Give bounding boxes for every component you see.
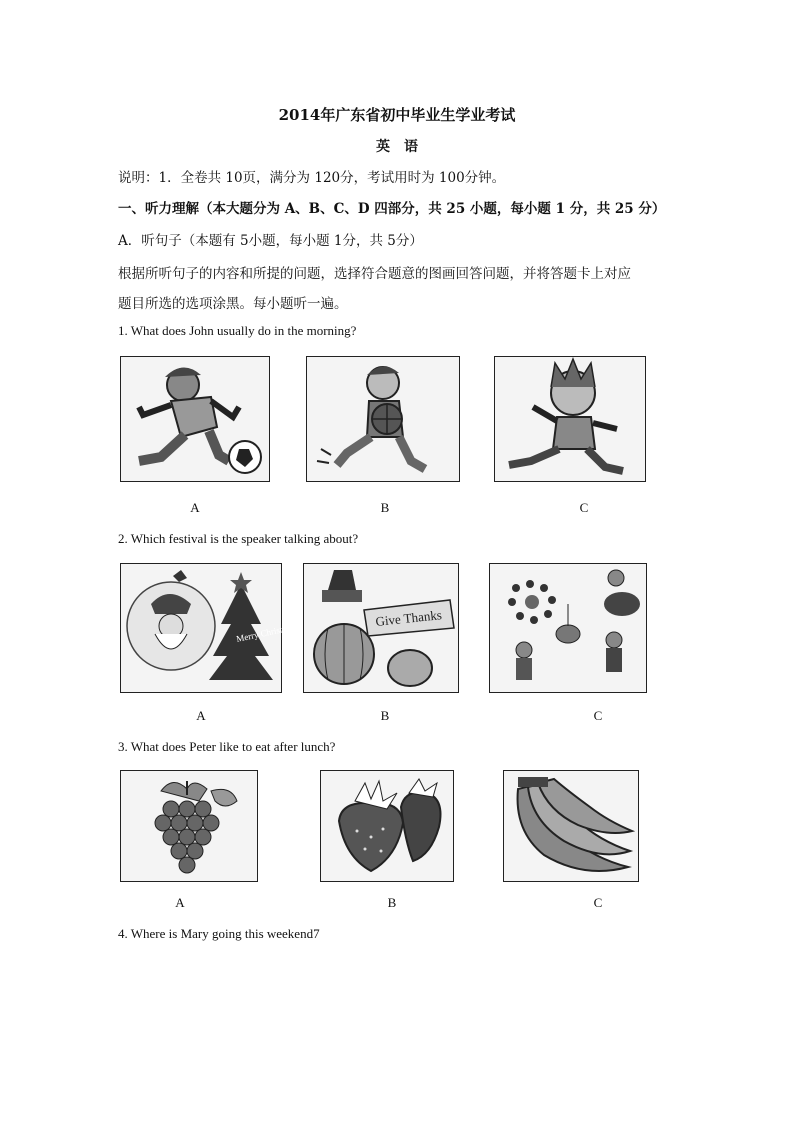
boy-dribbling-basketball-image — [307, 357, 459, 481]
q2-label-a: A — [196, 708, 206, 723]
q2-option-c-picture[interactable] — [489, 563, 647, 693]
give-thanks-sign: Give Thanks — [374, 607, 443, 629]
boy-running-image — [495, 357, 645, 481]
subject-title: 英 语 — [376, 139, 418, 155]
section-heading: 一、听力理解（本大题分为 A、B、C、D 四部分，共 25 小题，每小题 1 分，共 25 分） — [118, 201, 666, 217]
q1-option-b-picture[interactable] — [306, 356, 460, 482]
strawberries-image — [321, 771, 453, 881]
q1-label-a: A — [190, 500, 200, 515]
q3-label-b: B — [387, 895, 397, 910]
q3-option-b-picture[interactable] — [320, 770, 454, 882]
q3-label-c: C — [593, 895, 603, 910]
q3-label-a: A — [175, 895, 185, 910]
q1-label-c: C — [579, 500, 589, 515]
q2-label-b: B — [380, 708, 390, 723]
lantern-festival-children-image — [490, 564, 646, 692]
exam-title: 2014年广东省初中毕业生学业考试 — [278, 106, 516, 124]
q3-option-a-picture[interactable] — [120, 770, 258, 882]
question-4: 4. Where is Mary going this weekend7 — [118, 926, 320, 941]
q2-option-b-picture[interactable] — [303, 563, 459, 693]
merry-christmas-sign: Merry Christmas — [235, 621, 298, 644]
boy-kicking-football-image — [121, 357, 269, 481]
q1-option-a-picture[interactable] — [120, 356, 270, 482]
question-1: 1. What does John usually do in the morning? — [118, 323, 357, 338]
q2-label-c: C — [593, 708, 603, 723]
q1-option-c-picture[interactable] — [494, 356, 646, 482]
q2-option-a-picture[interactable] — [120, 563, 298, 693]
christmas-santa-tree-image — [121, 564, 298, 692]
question-3: 3. What does Peter like to eat after lunch? — [118, 739, 336, 754]
instruction-line-1: 根据所听句子的内容和所提的问题，选择符合题意的图画回答问题，并将答题卡上对应 — [118, 266, 631, 282]
thanksgiving-pumpkins-image — [304, 564, 458, 692]
part-a-heading — [118, 229, 423, 249]
part-a-heading-text: A．听句子（本题有 5小题，每小题 1分，共 5分） — [118, 233, 423, 249]
exam-note: 说明：1．全卷共 10页，满分为 120分，考试用时为 100分钟。 — [118, 170, 506, 186]
question-2: 2. Which festival is the speaker talking about? — [118, 531, 359, 546]
instruction-line-2: 题目所选的选项涂黑。每小题听一遍。 — [118, 296, 348, 312]
bananas-image — [504, 771, 638, 881]
q1-label-b: B — [380, 500, 390, 515]
q3-option-c-picture[interactable] — [503, 770, 639, 882]
grapes-image — [121, 771, 257, 881]
